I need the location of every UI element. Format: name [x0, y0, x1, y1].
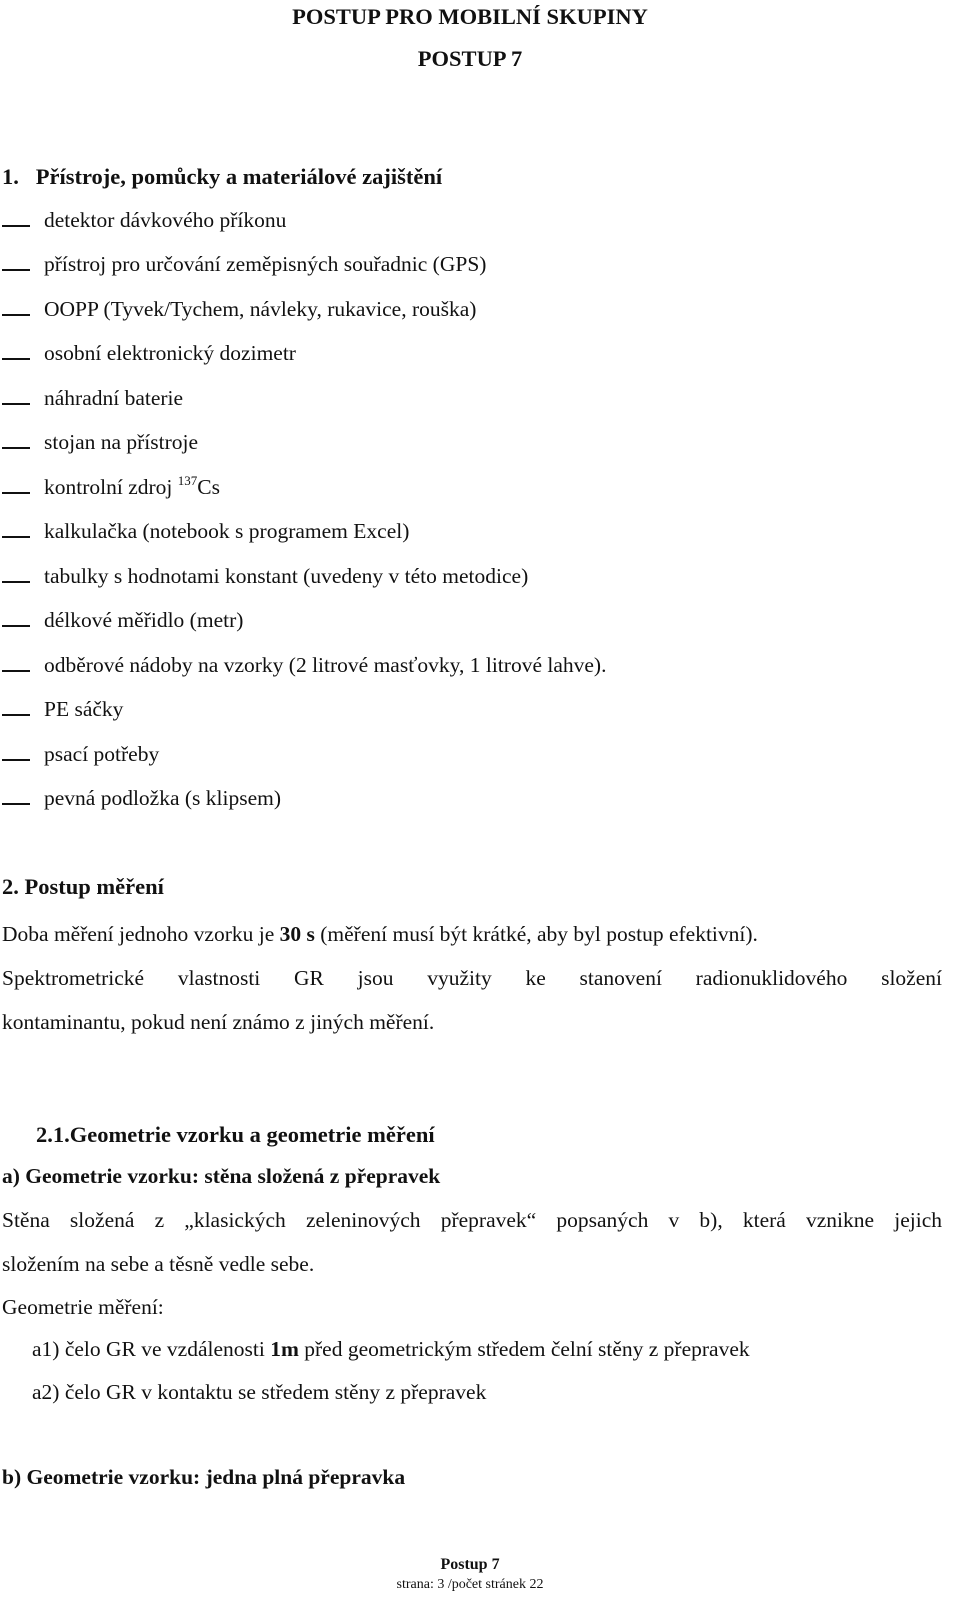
dash-bullet: [2, 581, 30, 583]
dash-bullet: [2, 714, 30, 716]
dash-bullet: [2, 358, 30, 360]
list-item: kalkulačka (notebook s programem Excel): [0, 519, 940, 549]
section-1-heading: [2, 164, 442, 190]
document-title: POSTUP PRO MOBILNÍ SKUPINY: [292, 4, 648, 29]
footer-title: Postup 7: [440, 1556, 500, 1573]
measurement-duration-text: Doba měření jednoho vzorku je 30 s (měření musí být krátké, aby byl postup efektivní).: [2, 922, 758, 946]
list-item: tabulky s hodnotami konstant (uvedeny v této metodice): [0, 564, 940, 594]
list-item: detektor dávkového příkonu: [0, 208, 940, 238]
list-item: náhradní baterie: [0, 386, 940, 416]
section-2-heading: 2. Postup měření: [2, 874, 164, 899]
dash-bullet: [2, 447, 30, 449]
section-1-number: 1.: [2, 164, 19, 189]
dash-bullet: [2, 492, 30, 494]
list-item: pevná podložka (s klipsem): [0, 786, 940, 816]
crate-wall-description-line-2: složením na sebe a těsně vedle sebe.: [2, 1252, 315, 1276]
dash-bullet: [2, 269, 30, 271]
dash-bullet: [2, 536, 30, 538]
list-item: odběrové nádoby na vzorky (2 litrové masťovky, 1 litrové lahve).: [0, 653, 940, 683]
section-2-1-heading: 2.1.Geometrie vzorku a geometrie měření: [36, 1122, 435, 1147]
section-1-title: Přístroje, pomůcky a materiálové zajištění: [35, 164, 443, 189]
footer-page-count: strana: 3 /počet stránek 22: [396, 1577, 544, 1592]
distance-value: 1m: [270, 1337, 299, 1361]
document-subtitle: POSTUP 7: [417, 46, 523, 71]
dash-bullet: [2, 759, 30, 761]
list-item: PE sáčky: [0, 697, 940, 727]
dash-bullet: [2, 670, 30, 672]
geometry-option-a1: a1) čelo GR ve vzdálenosti 1m před geometrickým středem čelní stěny z přepravek: [32, 1337, 750, 1361]
list-item: kontrolní zdroj $^{137}$Cs: [0, 475, 940, 505]
subsection-b-heading: b) Geometrie vzorku: jedna plná přepravka: [2, 1465, 406, 1489]
dash-bullet: [2, 625, 30, 627]
dash-bullet: [2, 314, 30, 316]
list-item: stojan na přístroje: [0, 430, 940, 460]
subsection-a-heading: a) Geometrie vzorku: stěna složená z přepravek: [2, 1164, 441, 1188]
isotope-mass-number: 137: [177, 473, 198, 488]
dash-bullet: [2, 403, 30, 405]
list-item: OOPP (Tyvek/Tychem, návleky, rukavice, rouška): [0, 297, 940, 327]
list-item: osobní elektronický dozimetr: [0, 341, 940, 371]
list-item: délkové měřidlo (metr): [0, 608, 940, 638]
list-item: psací potřeby: [0, 742, 940, 772]
geometry-option-a2: a2) čelo GR v kontaktu se středem stěny z přepravek: [32, 1380, 487, 1404]
spectrometric-paragraph-line-2: kontaminantu, pokud není známo z jiných měření.: [2, 1010, 435, 1034]
isotope-symbol: Cs: [197, 475, 220, 499]
crate-wall-description-line-1: Stěna složená z „klasických zeleninových přepravek“ popsaných v b), která vznikne jejich: [2, 1208, 942, 1232]
duration-value: 30 s: [279, 922, 315, 946]
list-item: přístroj pro určování zeměpisných souřadnic (GPS): [0, 252, 940, 282]
dash-bullet: [2, 803, 30, 805]
dash-bullet: [2, 225, 30, 227]
geometry-label: Geometrie měření:: [2, 1295, 164, 1319]
spectrometric-paragraph-line-1: Spektrometrické vlastnosti GR jsou využity ke stanovení radionuklidového složení: [2, 966, 942, 990]
